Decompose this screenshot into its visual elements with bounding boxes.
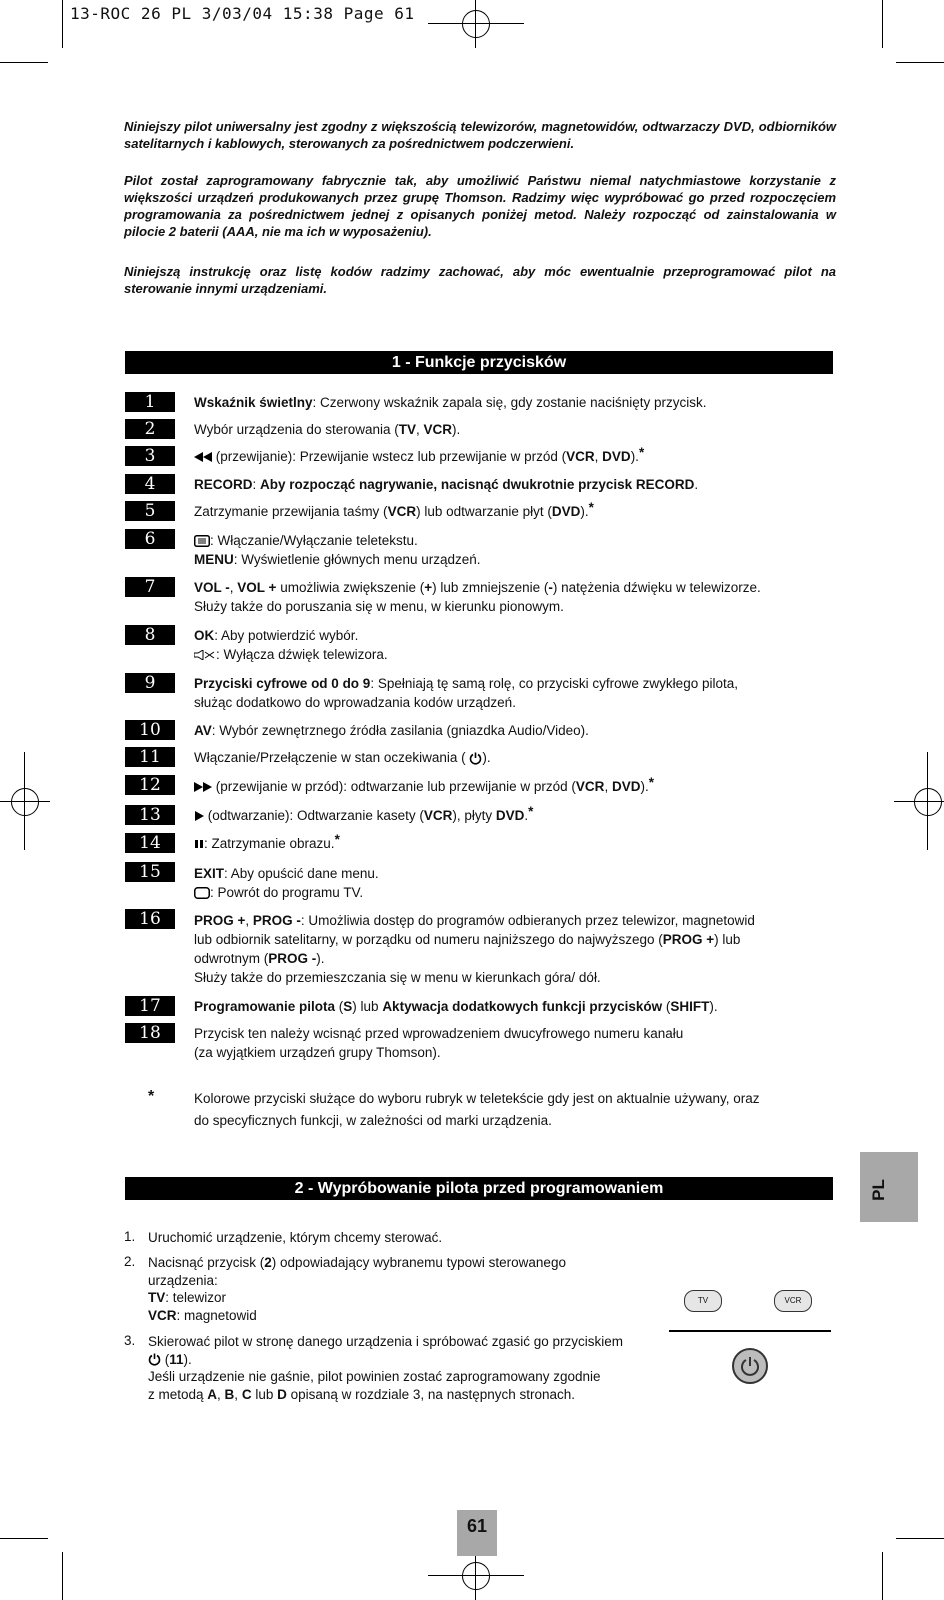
item-number-13: 13	[125, 805, 175, 825]
registration-mark-icon	[462, 1562, 490, 1590]
item-desc-16: PROG +, PROG -: Umożliwia dostęp do programów odbieranych przez telewizor, magnetowid lub odbiornik satelitarny, w porządku od numeru najniższego do najwyższego (PROG +) lub odwrotnym (PROG -). Służy także do przemieszczania się w menu w kierunkach góra/ dół.	[194, 913, 755, 985]
item-desc-10: AV: Wybór zewnętrznego źródła zasilania (gniazdka Audio/Video).	[194, 723, 589, 738]
registration-line	[475, 1552, 476, 1600]
item-desc-17: Programowanie pilota (S) lub Aktywacja dodatkowych funkcji przycisków (SHIFT).	[194, 999, 718, 1014]
crop-mark	[62, 0, 63, 48]
item-desc-15: EXIT: Aby opuścić dane menu. : Powrót do programu TV.	[194, 866, 379, 900]
mute-icon	[194, 650, 216, 660]
item-number-10: 10	[125, 720, 175, 740]
illustration-divider	[669, 1330, 831, 1332]
item-number-17: 17	[125, 996, 175, 1016]
crop-mark	[882, 0, 883, 48]
language-tab: PL	[860, 1152, 918, 1222]
registration-line	[428, 1575, 524, 1576]
power-button[interactable]	[732, 1348, 768, 1384]
item-desc-8: OK: Aby potwierdzić wybór. : Wyłącza dźwięk telewizora.	[194, 628, 388, 662]
teletext-icon	[194, 535, 210, 547]
note-asterisk: *	[148, 1088, 155, 1105]
registration-line	[24, 752, 25, 850]
item-number-5: 5	[125, 501, 175, 521]
registration-mark-icon	[11, 788, 39, 816]
registration-line	[894, 801, 944, 802]
step-1: Uruchomić urządzenie, którym chcemy sterować.	[148, 1230, 443, 1245]
item-desc-7: VOL -, VOL + umożliwia zwiększenie (+) lub zmniejszenie (-) natężenia dźwięku w telewizorze. Służy także do poruszania się w menu, w kierunku pionowym.	[194, 580, 761, 614]
registration-mark-icon	[914, 788, 942, 816]
item-number-4: 4	[125, 474, 175, 494]
registration-line	[475, 0, 476, 48]
registration-line	[428, 23, 524, 24]
play-icon	[194, 811, 204, 821]
item-number-6: 6	[125, 529, 175, 549]
item-desc-4: RECORD: Aby rozpocząć nagrywanie, nacisnąć dwukrotnie przycisk RECORD.	[194, 477, 699, 492]
step-3: Skierować pilot w stronę danego urządzenia i spróbować zgasić go przyciskiem (11). Jeśli urządzenie nie gaśnie, pilot powinien zostać zaprogramowany zgodnie z metodą A, B, C lub D opisaną w rozdziale 3, na następnych stronach.	[148, 1334, 623, 1402]
asterisk-note-text: Kolorowe przyciski służące do wyboru rubryk w teletekście gdy jest on aktualnie używany, oraz do specyficznych funkcji, w zależności od marki urządzenia.	[194, 1091, 760, 1128]
crop-mark	[0, 62, 48, 63]
tv-icon	[194, 887, 210, 899]
crop-mark	[896, 1538, 944, 1539]
crop-mark	[62, 1552, 63, 1600]
item-number-15: 15	[125, 862, 175, 882]
fast-forward-icon	[194, 782, 212, 792]
vcr-button[interactable]: VCR	[774, 1290, 812, 1312]
item-number-8: 8	[125, 625, 175, 645]
step-number-2: 2.	[124, 1254, 136, 1269]
step-number-1: 1.	[124, 1229, 136, 1244]
power-icon	[734, 1350, 766, 1382]
item-number-2: 2	[125, 419, 175, 439]
item-desc-3: (przewijanie): Przewijanie wstecz lub przewijanie w przód (VCR, DVD).*	[194, 447, 844, 466]
item-desc-2: Wybór urządzenia do sterowania (TV, VCR).	[194, 422, 461, 437]
registration-line	[0, 801, 50, 802]
item-number-9: 9	[125, 673, 175, 693]
pause-icon	[194, 839, 204, 849]
registration-mark-icon	[462, 10, 490, 38]
item-number-3: 3	[125, 446, 175, 466]
item-desc-9: Przyciski cyfrowe od 0 do 9: Spełniają tę samą rolę, co przyciski cyfrowe zwykłego pilota, służąc dodatkowo do wprowadzania kodów urządzeń.	[194, 676, 738, 710]
item-number-18: 18	[125, 1023, 175, 1043]
crop-mark	[0, 1538, 48, 1539]
step-number-3: 3.	[124, 1333, 136, 1348]
rewind-icon	[194, 452, 212, 462]
tv-button[interactable]: TV	[684, 1290, 722, 1312]
item-desc-14: : Zatrzymanie obrazu.*	[194, 834, 844, 853]
section-2-title: 2 - Wypróbowanie pilota przed programowaniem	[125, 1177, 833, 1200]
page-number: 61	[457, 1510, 497, 1556]
item-desc-5: Zatrzymanie przewijania taśmy (VCR) lub odtwarzanie płyt (DVD).*	[194, 500, 594, 519]
item-desc-6: : Włączanie/Wyłączanie teletekstu. MENU: Wyświetlenie głównych menu urządzeń.	[194, 533, 481, 567]
item-number-16: 16	[125, 909, 175, 929]
registration-line	[927, 752, 928, 850]
item-number-11: 11	[125, 747, 175, 767]
item-desc-1: Wskaźnik świetlny: Czerwony wskaźnik zapala się, gdy zostanie naciśnięty przycisk.	[194, 395, 707, 410]
item-desc-18: Przycisk ten należy wcisnąć przed wprowadzeniem dwucyfrowego numeru kanału (za wyjątkiem urządzeń grupy Thomson).	[194, 1026, 684, 1060]
section-1-title: 1 - Funkcje przycisków	[125, 351, 833, 374]
crop-mark	[896, 62, 944, 63]
item-number-12: 12	[125, 775, 175, 795]
intro-paragraph-3: Niniejszą instrukcję oraz listę kodów radzimy zachować, aby móc ewentualnie przeprogramować pilot na sterowanie innymi urządzeniami.	[124, 264, 836, 296]
power-icon	[469, 752, 482, 765]
print-slug: 13-ROC 26 PL 3/03/04 15:38 Page 61	[70, 4, 415, 23]
step-2: Nacisnąć przycisk (2) odpowiadający wybranemu typowi sterowanego urządzenia: TV: telewizor VCR: magnetowid	[148, 1255, 566, 1323]
item-desc-13: (odtwarzanie): Odtwarzanie kasety (VCR), płyty DVD.*	[194, 806, 844, 825]
item-desc-11: Włączanie/Przełączenie w stan oczekiwania ( ).	[194, 750, 491, 765]
item-number-14: 14	[125, 833, 175, 853]
item-number-1: 1	[125, 392, 175, 412]
crop-mark	[882, 1552, 883, 1600]
item-desc-12: (przewijanie w przód): odtwarzanie lub przewijanie w przód (VCR, DVD).*	[194, 777, 844, 796]
item-number-7: 7	[125, 577, 175, 597]
power-icon	[148, 1353, 161, 1366]
intro-paragraph-2: Pilot został zaprogramowany fabrycznie tak, aby umożliwić Państwu niemal natychmiastowe korzystanie z większości urządzeń produkowanych przez grupę Thomson. Radzimy więc wypróbować go przed rozpoczęciem programowania za pośrednictwem jednej z opisanych poniżej metod. Należy rozpocząć od zainstalowania w pilocie 2 baterii (AAA, nie ma ich w wyposażeniu).	[124, 173, 836, 239]
intro-paragraph-1: Niniejszy pilot uniwersalny jest zgodny z większością telewizorów, magnetowidów, odtwarzaczy DVD, odbiorników satelitarnych i kablowych, sterowanych za pośrednictwem podczerwieni.	[124, 119, 836, 151]
